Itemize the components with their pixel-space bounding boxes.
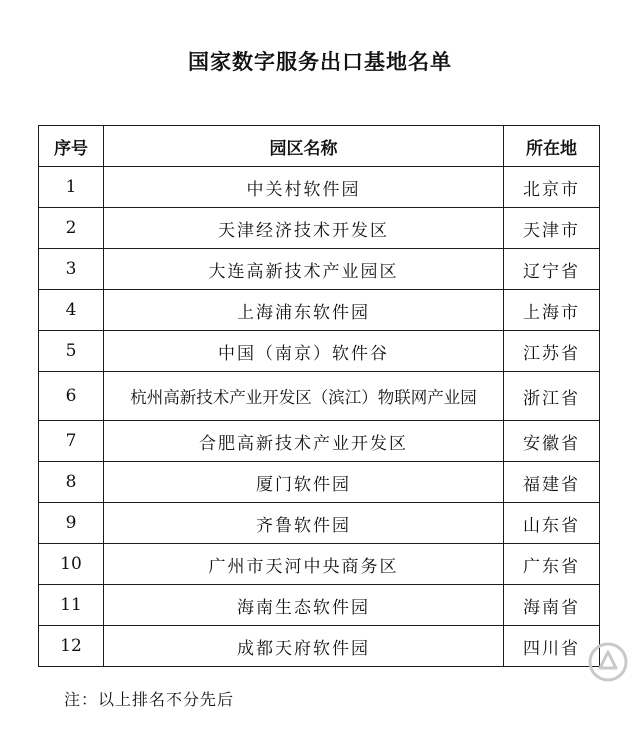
row-number: 7 (39, 421, 104, 462)
table-row (39, 503, 600, 544)
row-number: 8 (39, 462, 104, 503)
row-number: 2 (39, 208, 104, 249)
park-name: 中关村软件园 (104, 167, 504, 208)
park-name: 杭州高新技术产业开发区（滨江）物联网产业园 (104, 372, 504, 421)
table-row (39, 585, 600, 626)
park-location: 北京市 (504, 167, 600, 208)
table-row (39, 290, 600, 331)
table-row (39, 167, 600, 208)
park-location: 上海市 (504, 290, 600, 331)
park-name: 中国（南京）软件谷 (104, 331, 504, 372)
row-number: 1 (39, 167, 104, 208)
row-number: 12 (39, 626, 104, 667)
document-title: 国家数字服务出口基地名单 (188, 50, 452, 74)
park-location: 天津市 (504, 208, 600, 249)
table-row (39, 421, 600, 462)
table-row (39, 331, 600, 372)
table-row (39, 249, 600, 290)
header-park-name: 园区名称 (104, 126, 504, 167)
table-row (39, 372, 600, 421)
park-location: 江苏省 (504, 331, 600, 372)
table-row (39, 626, 600, 667)
park-location: 海南省 (504, 585, 600, 626)
park-location: 安徽省 (504, 421, 600, 462)
park-name: 大连高新技术产业园区 (104, 249, 504, 290)
park-name: 上海浦东软件园 (104, 290, 504, 331)
base-list-table (38, 125, 600, 667)
row-number: 10 (39, 544, 104, 585)
table-row (39, 462, 600, 503)
table-header-row (39, 126, 600, 167)
park-location: 广东省 (504, 544, 600, 585)
table-row (39, 208, 600, 249)
park-name: 海南生态软件园 (104, 585, 504, 626)
row-number: 9 (39, 503, 104, 544)
row-number: 11 (39, 585, 104, 626)
header-location: 所在地 (504, 126, 600, 167)
park-location: 辽宁省 (504, 249, 600, 290)
footnote: 注：以上排名不分先后 (64, 690, 235, 709)
row-number: 3 (39, 249, 104, 290)
park-name: 齐鲁软件园 (104, 503, 504, 544)
row-number: 6 (39, 372, 104, 421)
park-location: 福建省 (504, 462, 600, 503)
park-name: 广州市天河中央商务区 (104, 544, 504, 585)
park-location: 浙江省 (504, 372, 600, 421)
park-location: 四川省 (504, 626, 600, 667)
row-number: 4 (39, 290, 104, 331)
park-name: 厦门软件园 (104, 462, 504, 503)
park-location: 山东省 (504, 503, 600, 544)
row-number: 5 (39, 331, 104, 372)
park-name: 成都天府软件园 (104, 626, 504, 667)
header-number: 序号 (39, 126, 104, 167)
table-row (39, 544, 600, 585)
park-name: 合肥高新技术产业开发区 (104, 421, 504, 462)
park-name: 天津经济技术开发区 (104, 208, 504, 249)
watermark-logo-icon (586, 640, 630, 684)
